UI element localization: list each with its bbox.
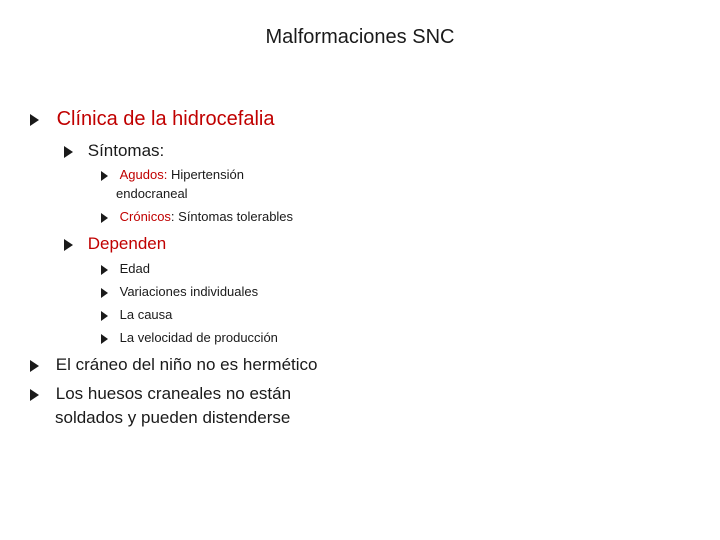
bullet-craneo: El cráneo del niño no es hermético <box>30 355 318 375</box>
slide-title: Malformaciones SNC <box>265 26 455 48</box>
arrow-bullet-icon <box>30 114 39 126</box>
bullet-edad: Edad <box>101 261 150 276</box>
bullet-variaciones: Variaciones individuales <box>101 284 258 299</box>
bullet-agudos-continued: endocraneal <box>116 186 188 201</box>
arrow-bullet-icon <box>101 311 108 321</box>
bullet-huesos-continued: soldados y pueden distenderse <box>55 408 291 427</box>
bullet-huesos: Los huesos craneales no están <box>30 384 291 404</box>
arrow-bullet-icon <box>101 288 108 298</box>
arrow-bullet-icon <box>30 389 39 401</box>
arrow-bullet-icon <box>101 213 108 223</box>
bullet-cronicos: Crónicos: Síntomas tolerables <box>101 209 293 224</box>
bullet-agudos: Agudos: Hipertensión <box>101 167 244 182</box>
bullet-clinica: Clínica de la hidrocefalia <box>30 108 274 131</box>
arrow-bullet-icon <box>64 239 73 251</box>
bullet-sintomas: Síntomas: <box>64 141 164 161</box>
bullet-velocidad: La velocidad de producción <box>101 330 278 345</box>
arrow-bullet-icon <box>64 146 73 158</box>
bullet-dependen: Dependen <box>64 234 166 254</box>
arrow-bullet-icon <box>30 360 39 372</box>
arrow-bullet-icon <box>101 265 108 275</box>
arrow-bullet-icon <box>101 171 108 181</box>
bullet-causa: La causa <box>101 307 172 322</box>
arrow-bullet-icon <box>101 334 108 344</box>
